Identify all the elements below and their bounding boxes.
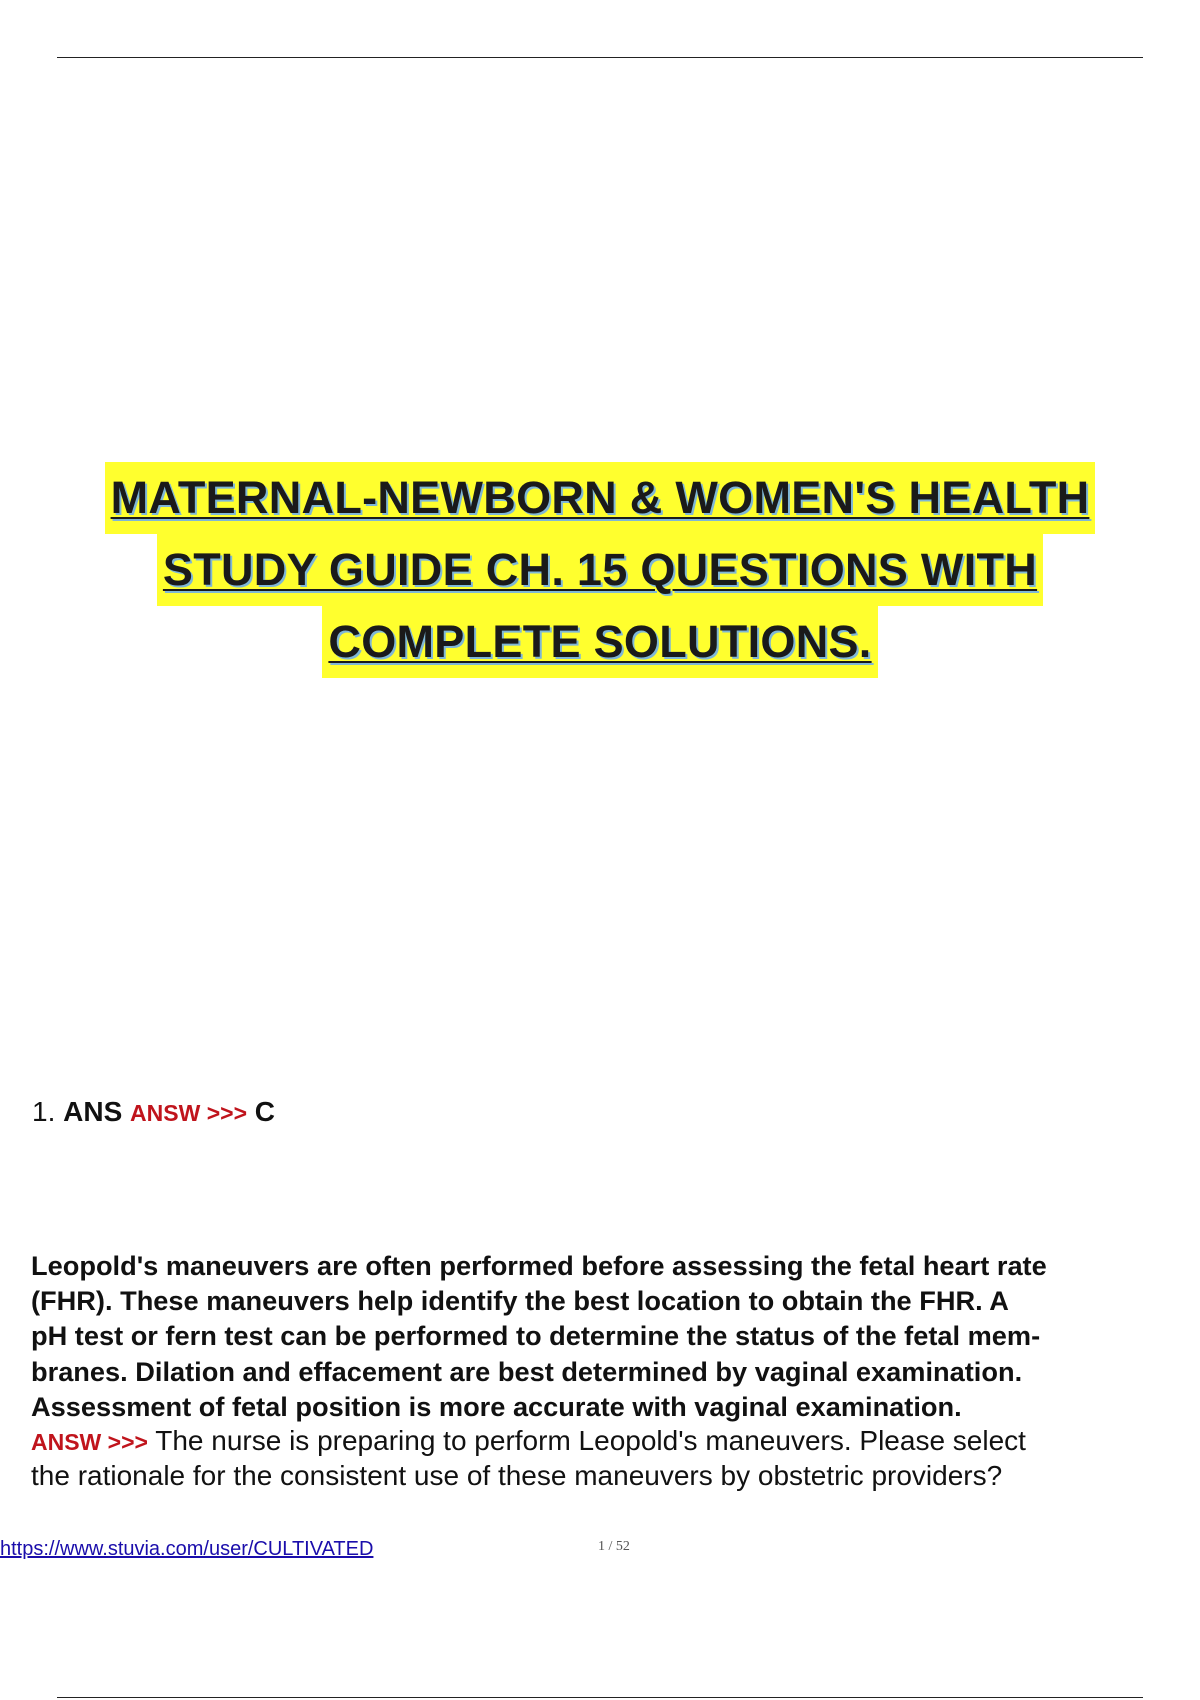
document-title <box>0 462 1200 678</box>
rationale-line: Leopold's maneuvers are often performed before assessing the fetal heart rate <box>31 1250 1047 1281</box>
question-number: 1. <box>32 1096 56 1127</box>
rationale-line: Assessment of fetal position is more accurate with vaginal examination. <box>31 1390 962 1422</box>
rationale-paragraph <box>31 1248 1200 1424</box>
title-line-3: COMPLETE SOLUTIONS. <box>322 606 877 678</box>
title-line-1: MATERNAL-NEWBORN & WOMEN'S HEALTH <box>105 462 1096 534</box>
question-text <box>31 1424 1191 1493</box>
title-line-2: STUDY GUIDE CH. 15 QUESTIONS WITH <box>157 534 1043 606</box>
question-line-1: The nurse is preparing to perform Leopold's maneuvers. Please select <box>147 1425 1026 1456</box>
rationale-line: branes. Dilation and effacement are best determined by vaginal examination. <box>31 1355 1023 1387</box>
rationale-line: pH test or fern test can be performed to determine the status of the fetal mem- <box>31 1320 1041 1352</box>
rationale-line: (FHR). These maneuvers help identify the best location to obtain the FHR. A <box>31 1285 1009 1317</box>
page-indicator: 1 / 52 <box>598 1539 630 1554</box>
question-answ-tag: ANSW >>> <box>31 1429 148 1455</box>
top-divider <box>57 57 1143 58</box>
ans-label: ANS <box>63 1096 123 1127</box>
stuvia-profile-link[interactable]: https://www.stuvia.com/user/CULTIVATED <box>0 1538 374 1560</box>
answer-line <box>32 1096 275 1128</box>
answ-tag: ANSW >>> <box>130 1100 248 1126</box>
bottom-divider <box>57 1697 1143 1698</box>
question-line-2: the rationale for the consistent use of these maneuvers by obstetric providers? <box>31 1460 1003 1491</box>
answer-choice: C <box>254 1096 276 1127</box>
